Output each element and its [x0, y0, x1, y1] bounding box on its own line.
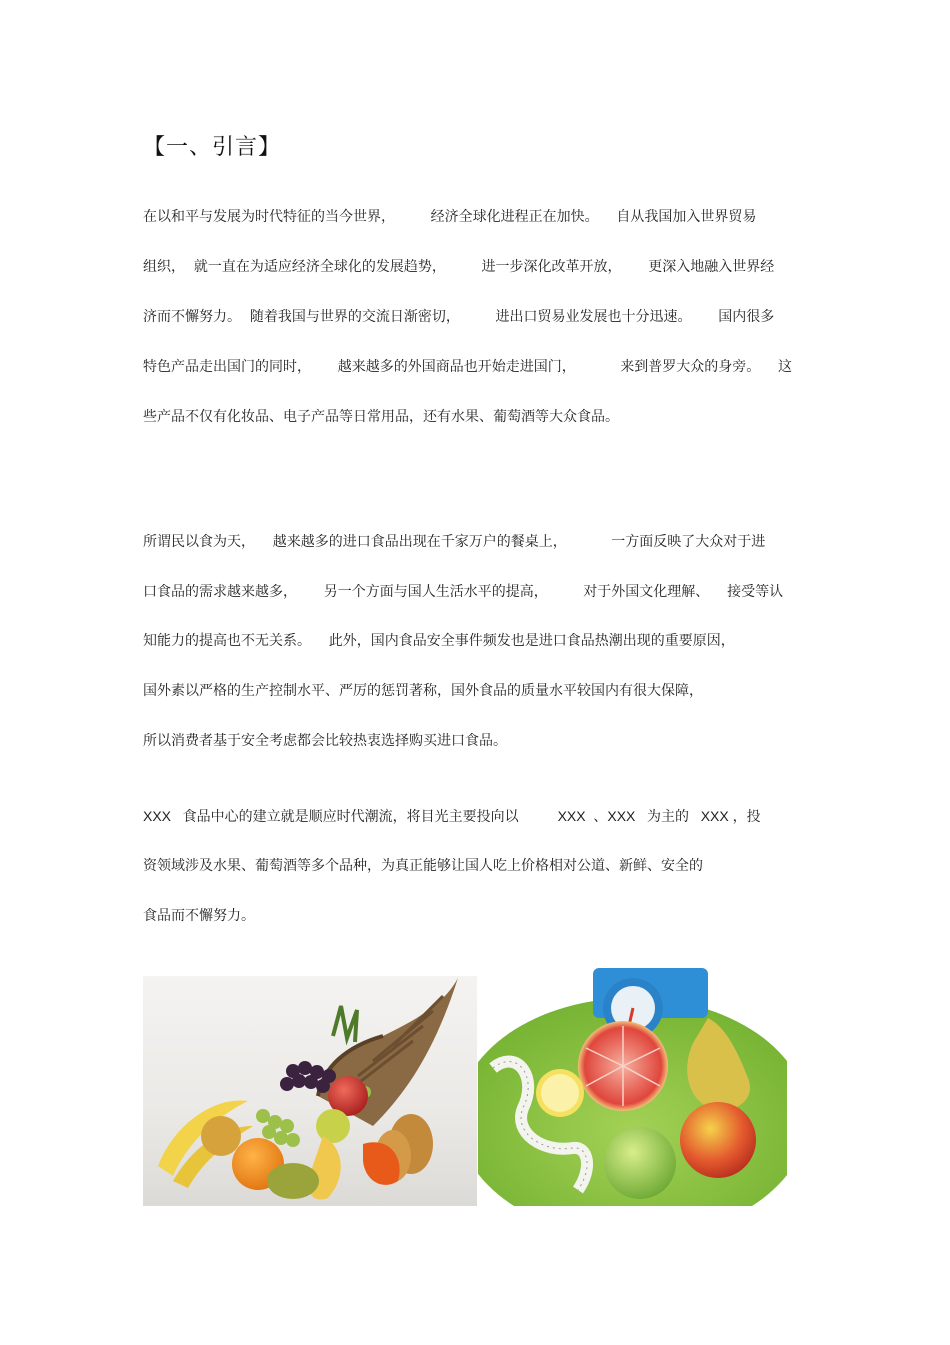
paragraph-line: 些产品不仅有化妆品、电子产品等日常用品，还有水果、葡萄酒等大众食品。 — [143, 409, 619, 425]
cornucopia-fruit-image — [143, 976, 477, 1206]
paragraph-line: 资领域涉及水果、葡萄酒等多个品种，为真正能够让国人吃上价格相对公道、新鲜、安全的 — [143, 858, 703, 874]
paragraph-line: 知能力的提高也不无关系。 此外，国内食品安全事件频发也是进口食品热潮出现的重要原因， — [143, 633, 735, 649]
section-heading: 【一、引言】 — [143, 135, 282, 160]
paragraph-line: XXX 食品中心的建立就是顺应时代潮流，将目光主要投向以 XXX 、XXX 为主的 XXX ，投 — [143, 808, 761, 824]
paragraph-line: 组织， 就一直在为适应经济全球化的发展趋势， 进一步深化改革开放， 更深入地融入世界经 — [143, 259, 775, 275]
paragraph-line: 国外素以严格的生产控制水平、严厉的惩罚著称，国外食品的质量水平较国内有很大保障， — [143, 683, 703, 699]
paragraph-line: 所以消费者基于安全考虑都会比较热衷选择购买进口食品。 — [143, 733, 507, 749]
paragraph-line: 济而不懈努力。 随着我国与世界的交流日渐密切， 进出口贸易业发展也十分迅速。 国内很多 — [143, 309, 775, 325]
paragraph-line: 食品而不懈努力。 — [143, 908, 255, 924]
fruit-scale-image — [478, 968, 787, 1206]
paragraph-line: 所谓民以食为天， 越来越多的进口食品出现在千家万户的餐桌上， 一方面反映了大众对于进 — [143, 534, 766, 550]
paragraph-line: 特色产品走出国门的同时， 越来越多的外国商品也开始走进国门， 来到普罗大众的身旁。 这 — [143, 359, 793, 375]
paragraph-line: 口食品的需求越来越多， 另一个方面与国人生活水平的提高， 对于外国文化理解、 接受等认 — [143, 584, 784, 600]
paragraph-line: 在以和平与发展为时代特征的当今世界， 经济全球化进程正在加快。 自从我国加入世界贸易 — [143, 209, 757, 225]
